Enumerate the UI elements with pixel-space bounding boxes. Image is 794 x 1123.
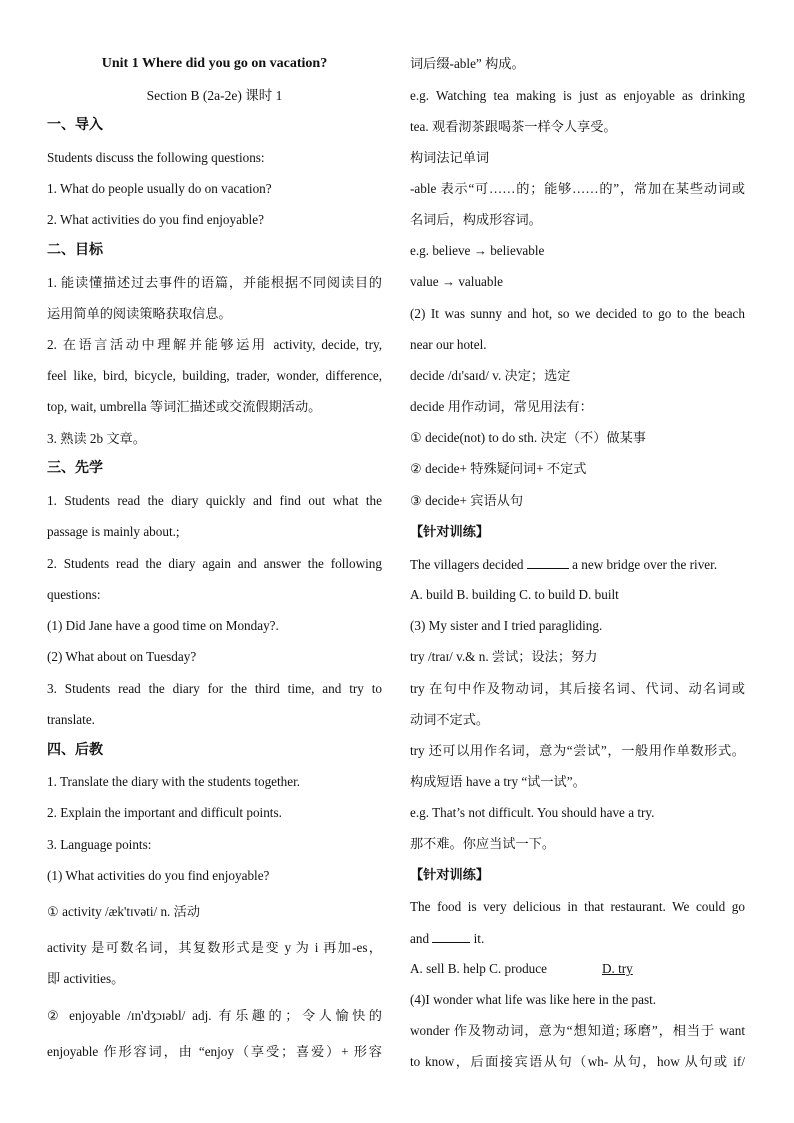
page-subtitle: Section B (2a-2e) 课时 1 (146, 88, 283, 103)
text-line: try 在句中作及物动词，其后接名词、代词、动名词或 (410, 681, 745, 696)
text-line: (1) Did Jane have a good time on Monday?. (47, 618, 279, 633)
text-line: -able 表示“可……的；能够……的”，常加在某些动词或 (410, 181, 745, 196)
text-line: 动词不定式。 (410, 712, 490, 727)
text-segment: a new bridge over the river. (568, 557, 718, 572)
text-line: 3. Students read the diary for the third time, and try to (47, 681, 382, 696)
correct-answer: D. try (601, 961, 633, 976)
text-line: 2. What activities do you find enjoyable? (47, 212, 264, 227)
text-line: 2. Explain the important and difficult points. (47, 805, 282, 820)
text-line: (1) What activities do you find enjoyable? (47, 868, 270, 883)
text-line: 即 activities。 (47, 971, 125, 986)
section-heading: 四、后教 (47, 743, 103, 758)
text-line: activity 是可数名词，其复数形式是变 y 为 i 再加-es， (47, 940, 382, 955)
text-line: 3. Language points: (47, 837, 152, 852)
text-line: 2. Students read the diary again and answer the following (47, 556, 382, 571)
text-line: (3) My sister and I tried paragliding. (410, 618, 603, 633)
text-line: 运用简单的阅读策略获取信息。 (47, 306, 232, 321)
text-line (410, 930, 484, 947)
section-heading: 一、导入 (47, 118, 103, 133)
text-line: feel like, bird, bicycle, building, trader, wonder, difference, (47, 368, 382, 383)
exercise-label: 【针对训练】 (410, 524, 490, 539)
section-heading: 三、先学 (47, 461, 103, 476)
text-line: (2) It was sunny and hot, so we decided to go to the beach (410, 306, 745, 321)
text-line: ① activity /æk'tɪvəti/ n. 活动 (47, 904, 201, 919)
text-line: 构词法记单词 (410, 150, 490, 165)
text-line: wonder 作及物动词，意为“想知道; 琢磨”，相当于 want (410, 1023, 745, 1038)
text-line (410, 556, 717, 573)
text-line: e.g. believe → believable (410, 243, 545, 258)
text-line: top, wait, umbrella 等词汇描述或交流假期活动。 (47, 399, 322, 414)
text-line: (4)I wonder what life was like here in the past. (410, 992, 657, 1007)
text-line (410, 961, 633, 977)
answer-options: A. sell B. help C. produce (410, 961, 547, 976)
text-line: 1. 能读懂描述过去事件的语篇，并能根据不同阅读目的 (47, 275, 382, 290)
text-line: e.g. That’s not difficult. You should have a try. (410, 805, 655, 820)
text-line: ① decide(not) to do sth. 决定（不）做某事 (410, 430, 646, 445)
text-line: 1. What do people usually do on vacation? (47, 181, 272, 196)
text-line: 那不难。你应当试一下。 (410, 836, 556, 851)
text-segment: and (410, 931, 433, 946)
text-line: 3. 熟读 2b 文章。 (47, 431, 146, 446)
text-segment: The villagers decided (410, 557, 527, 572)
exercise-label: 【针对训练】 (410, 867, 490, 882)
text-segment: it. (470, 931, 485, 946)
text-line: value → valuable (410, 274, 504, 289)
text-line: enjoyable 作形容词，由 “enjoy（享受；喜爱）+ 形容 (47, 1044, 382, 1059)
text-line: tea. 观看沏茶跟喝茶一样令人享受。 (410, 119, 617, 134)
text-line: try /traɪ/ v.& n. 尝试；设法；努力 (410, 649, 598, 664)
text-line: near our hotel. (410, 337, 487, 352)
text-line: questions: (47, 587, 101, 602)
text-line: decide /dɪ'saɪd/ v. 决定；选定 (410, 368, 571, 383)
text-line: 1. Students read the diary quickly and find out what the (47, 493, 382, 508)
text-line: ② decide+ 特殊疑问词+ 不定式 (410, 461, 587, 476)
text-line: A. build B. building C. to build D. built (410, 587, 619, 602)
text-line: to know，后面接宾语从句（wh- 从句，how 从句或 if/ (410, 1054, 745, 1069)
text-line: 构成短语 have a try “试一试”。 (410, 774, 586, 789)
answer-blank (527, 556, 569, 569)
text-line: decide 用作动词，常见用法有： (410, 399, 593, 414)
text-line: ② enjoyable /ɪn'dʒɔɪəbl/ adj. 有乐趣的；令人愉快的 (47, 1008, 382, 1023)
text-line: e.g. Watching tea making is just as enjoyable as drinking (410, 88, 745, 103)
section-heading: 二、目标 (47, 243, 103, 258)
text-line: try 还可以用作名词，意为“尝试”，一般用作单数形式。 (410, 743, 745, 758)
text-line: (2) What about on Tuesday? (47, 649, 197, 664)
text-line: translate. (47, 712, 95, 727)
text-line: ③ decide+ 宾语从句 (410, 493, 524, 508)
text-line: passage is mainly about.; (47, 524, 180, 539)
text-line: 名词后，构成形容词。 (410, 212, 542, 227)
text-line: Students discuss the following questions: (47, 150, 265, 165)
text-line: 2. 在语言活动中理解并能够运用 activity, decide, try, (47, 337, 382, 352)
answer-blank (432, 930, 470, 943)
text-line: 词后缀-able” 构成。 (410, 56, 525, 71)
text-line: 1. Translate the diary with the students together. (47, 774, 301, 789)
text-line: The food is very delicious in that restaurant. We could go (410, 899, 745, 914)
page-title: Unit 1 Where did you go on vacation? (101, 56, 328, 71)
